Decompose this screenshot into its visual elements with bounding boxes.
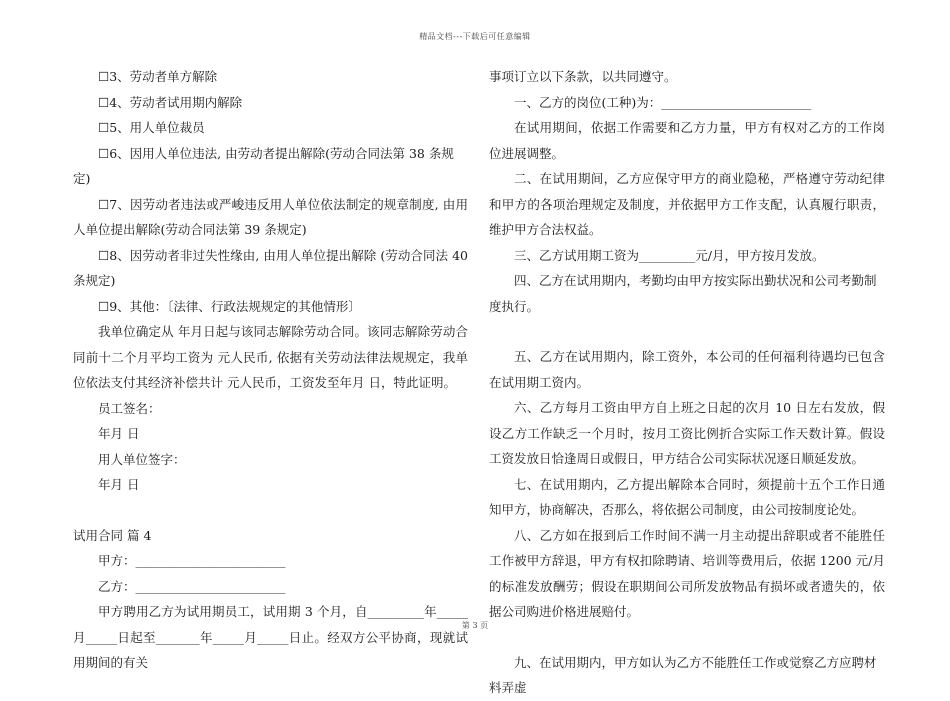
- termination-option-3: ☐3、劳动者单方解除: [98, 69, 218, 84]
- employer-signature-label: 用人单位签字：: [98, 451, 186, 467]
- right-column: [489, 64, 885, 701]
- party-a-line: 甲方：________________________: [98, 553, 286, 568]
- spacer: [73, 498, 468, 523]
- certification-paragraph: 我单位确定从 年月日起与该同志解除劳动合同。该同志解除劳动合同前十二个月平均工资为 元人民币, 依据有关劳动法律法规规定，我单位依法支付其经济补偿共计 元人民币，工资发至年月 日，特此证明。: [73, 324, 468, 390]
- clause-2: 二、在试用期间，乙方应保守甲方的商业隐秘，严格遵守劳动纪律和甲方的各项治理规定及制度，并依据甲方工作支配，认真履行职责，维护甲方合法权益。: [489, 171, 885, 237]
- continuation-line: 事项订立以下条款，以共同遵守。: [489, 69, 677, 84]
- page-number: 第 3 页: [461, 621, 489, 630]
- employee-signature-label: 员工签名：: [98, 400, 161, 416]
- clause-4: 四、乙方在试用期内，考勤均由甲方按实际出勤状况和公司考勤制度执行。: [489, 273, 877, 314]
- party-b-line: 乙方：________________________: [98, 578, 286, 594]
- clause-7: 七、在试用期内，乙方提出解除本合同时，须提前十五个工作日通知甲方，协商解决，否那么，将依据公司制度，由公司按制度论处。: [489, 476, 885, 517]
- termination-option-6: ☐6、因用人单位违法, 由劳动者提出解除(劳动合同法第 38 条规定): [73, 145, 454, 186]
- termination-option-4: ☐4、劳动者试用期内解除: [98, 94, 243, 110]
- contract-intro: 甲方聘用乙方为试用期员工，试用期 3 个月，自_________年_____月_____日起至_______年_____月_____日止。经双方公平协商，现就试用期间的有关: [73, 604, 468, 670]
- termination-option-7: ☐7、因劳动者违法或严峻违反用人单位依法制定的规章制度, 由用人单位提出解除(劳动合同法第 39 条规定): [73, 196, 468, 237]
- spacer: [489, 319, 885, 344]
- page-header: 精品文档---下载后可任意编辑: [419, 32, 531, 41]
- termination-option-8: ☐8、因劳动者非过失性缘由, 由用人单位提出解除 (劳动合同法 40 条规定): [73, 247, 468, 288]
- clause-5: 五、乙方在试用期内，除工资外，本公司的任何福利待遇均已包含在试用期工资内。: [489, 349, 885, 390]
- clause-9: 九、在试用期内，甲方如认为乙方不能胜任工作或觉察乙方应聘材料弄虚: [489, 654, 877, 695]
- clause-1: 一、乙方的岗位(工种)为：________________________: [514, 94, 812, 110]
- clause-1-detail: 在试用期间，依据工作需要和乙方力量，甲方有权对乙方的工作岗位进展调整。: [489, 120, 885, 161]
- clause-8: 八、乙方如在报到后工作时间不满一月主动提出辞职或者不能胜任工作被甲方辞退，甲方有权扣除聘请、培训等费用后，依据 1200 元/月的标准发放酬劳；假设在职期间公司所发放物品有损坏或者遗失的，依据公司购进价格进展赔付。: [489, 527, 885, 619]
- left-column: [73, 64, 468, 676]
- termination-option-5: ☐5、用人单位裁员: [98, 120, 205, 135]
- clause-6: 六、乙方每月工资由甲方自上班之日起的次月 10 日左右发放，假设乙方工作缺乏一个月时，按月工资比例折合实际工作天数计算。假设工资发放日恰逢周日或假日，甲方结合公司实际状况逐日顺延发放。: [489, 400, 885, 466]
- employee-date-line: 年月 日: [98, 426, 140, 441]
- clause-3: 三、乙方试用期工资为_________元/月，甲方按月发放。: [514, 247, 825, 263]
- employer-date-line: 年月 日: [98, 477, 140, 492]
- termination-option-9: ☐9、其他：〔法律、行政法规规定的其他情形〕: [98, 298, 361, 314]
- section-title: 试用合同 篇 4: [73, 527, 152, 543]
